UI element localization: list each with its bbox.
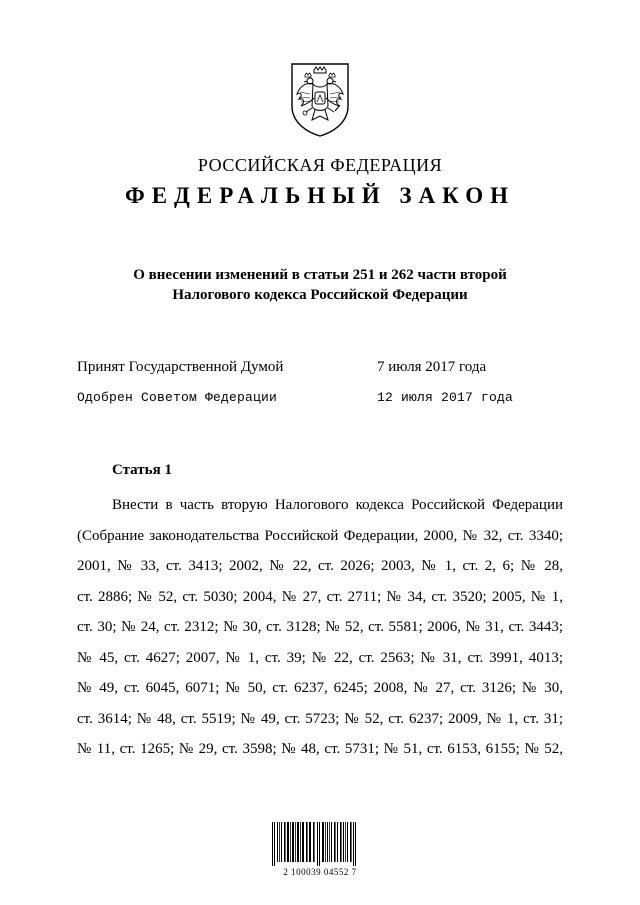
duma-adoption-label: Принят Государственной Думой	[77, 359, 284, 375]
law-title-line-2: Налогового кодекса Российской Федерации	[172, 287, 468, 303]
council-approval-label: Одобрен Советом Федерации	[77, 390, 278, 405]
barcode	[270, 818, 370, 880]
article-text-line: ст. 3614; № 48, ст. 5519; № 49, ст. 5723; № 52, ст. 6237; 2009, № 1, ст. 31;	[77, 710, 563, 727]
law-title-line-1: О внесении изменений в статьи 251 и 262 части второй	[133, 267, 507, 283]
article-text-line: ст. 2886; № 52, ст. 5030; 2004, № 27, ст. 2711; № 34, ст. 3520; 2005, № 1,	[77, 588, 563, 605]
article-text-line: № 49, ст. 6045, 6071; № 50, ст. 6237, 6245; 2008, № 27, ст. 3126; № 30,	[77, 680, 563, 696]
duma-adoption-date: 7 июля 2017 года	[377, 359, 487, 375]
barcode-number: 2 100039 04552 7	[283, 867, 357, 877]
country-name: РОССИЙСКАЯ ФЕДЕРАЦИЯ	[197, 155, 443, 175]
article-heading: Статья 1	[112, 462, 172, 478]
council-approval-row	[0, 390, 640, 410]
article-text-line: ст. 30; № 24, ст. 2312; № 30, ст. 3128; № 52, ст. 5581; 2006, № 31, ст. 3443;	[77, 619, 563, 635]
duma-adoption-row	[0, 359, 640, 379]
article-text-line: Внести в часть вторую Налогового кодекса Российской Федерации	[112, 497, 563, 513]
article-text-line: № 45, ст. 4627; 2007, № 1, ст. 39; № 22, ст. 2563; № 31, ст. 3991, 4013;	[77, 649, 563, 666]
article-body	[77, 490, 563, 765]
council-approval-date: 12 июля 2017 года	[377, 390, 514, 405]
document-type: ФЕДЕРАЛЬНЫЙ ЗАКОН	[124, 183, 516, 208]
coat-of-arms-icon	[288, 62, 352, 138]
article-text-line: 2001, № 33, ст. 3413; 2002, № 22, ст. 2026; 2003, № 1, ст. 2, 6; № 28,	[77, 558, 563, 574]
article-text-line: (Собрание законодательства Российской Федерации, 2000, № 32, ст. 3340;	[77, 527, 563, 544]
article-text-line: № 11, ст. 1265; № 29, ст. 3598; № 48, ст. 5731; № 51, ст. 6153, 6155; № 52,	[77, 741, 563, 757]
law-title	[0, 265, 640, 305]
barcode-icon	[270, 822, 370, 866]
